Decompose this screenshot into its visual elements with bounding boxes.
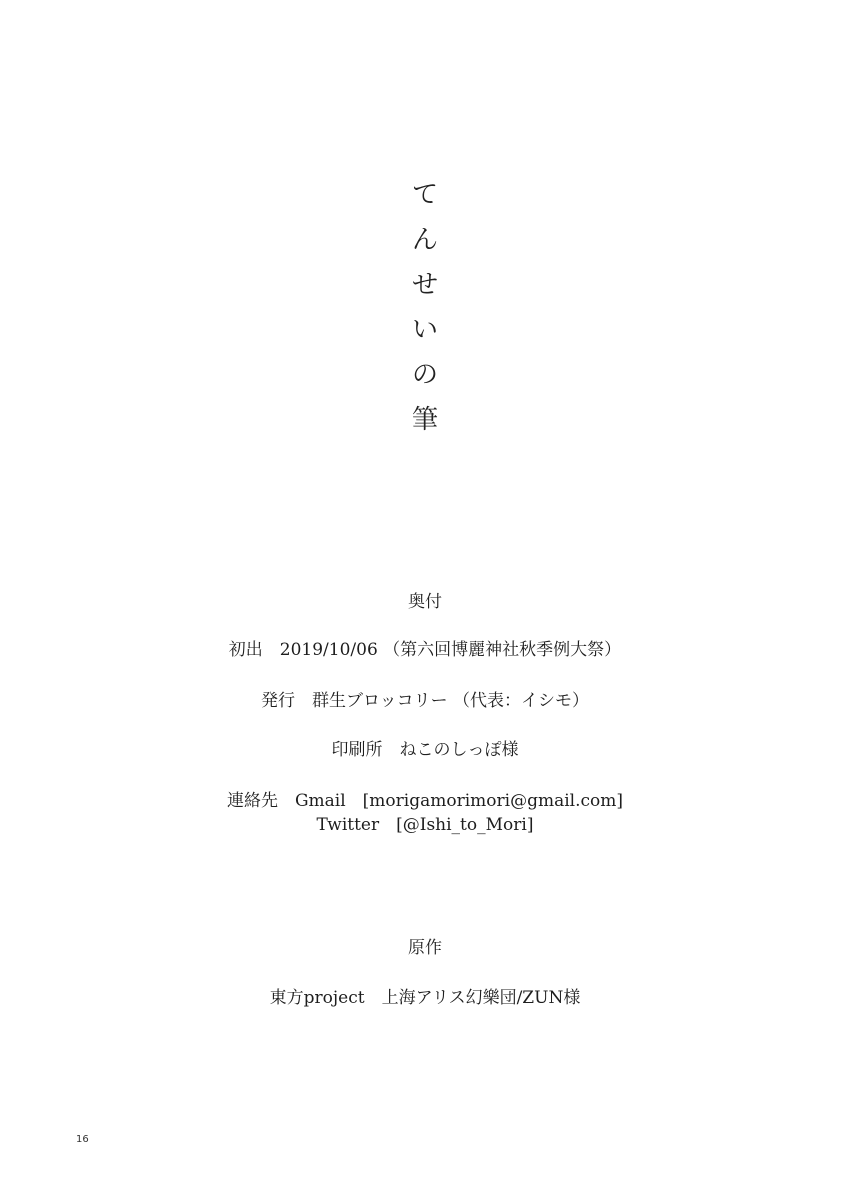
title-char: せ (411, 270, 438, 300)
colophon-heading: 奥付 (408, 592, 442, 612)
printer-line: 印刷所 ねこのしっぽ様 (331, 740, 519, 760)
title-char: て (411, 180, 438, 210)
vertical-title (400, 182, 450, 452)
title-char: ん (411, 225, 438, 255)
original-heading: 原作 (408, 938, 442, 958)
page-number: 16 (76, 1134, 89, 1145)
first-published-line: 初出 2019/10/06 （第六回博麗神社秋季例大祭） (228, 640, 622, 660)
publisher-line: 発行 群生ブロッコリー （代表：イシモ） (260, 691, 590, 711)
title-char: の (411, 360, 438, 390)
title-char: 筆 (411, 405, 438, 435)
contact-gmail-line: 連絡先 Gmail [morigamorimori@gmail.com] (226, 791, 624, 811)
original-credit-line: 東方project 上海アリス幻樂団/ZUN様 (269, 988, 581, 1008)
title-char: い (411, 315, 438, 345)
contact-twitter-line: Twitter [@Ishi_to_Mori] (316, 815, 534, 835)
